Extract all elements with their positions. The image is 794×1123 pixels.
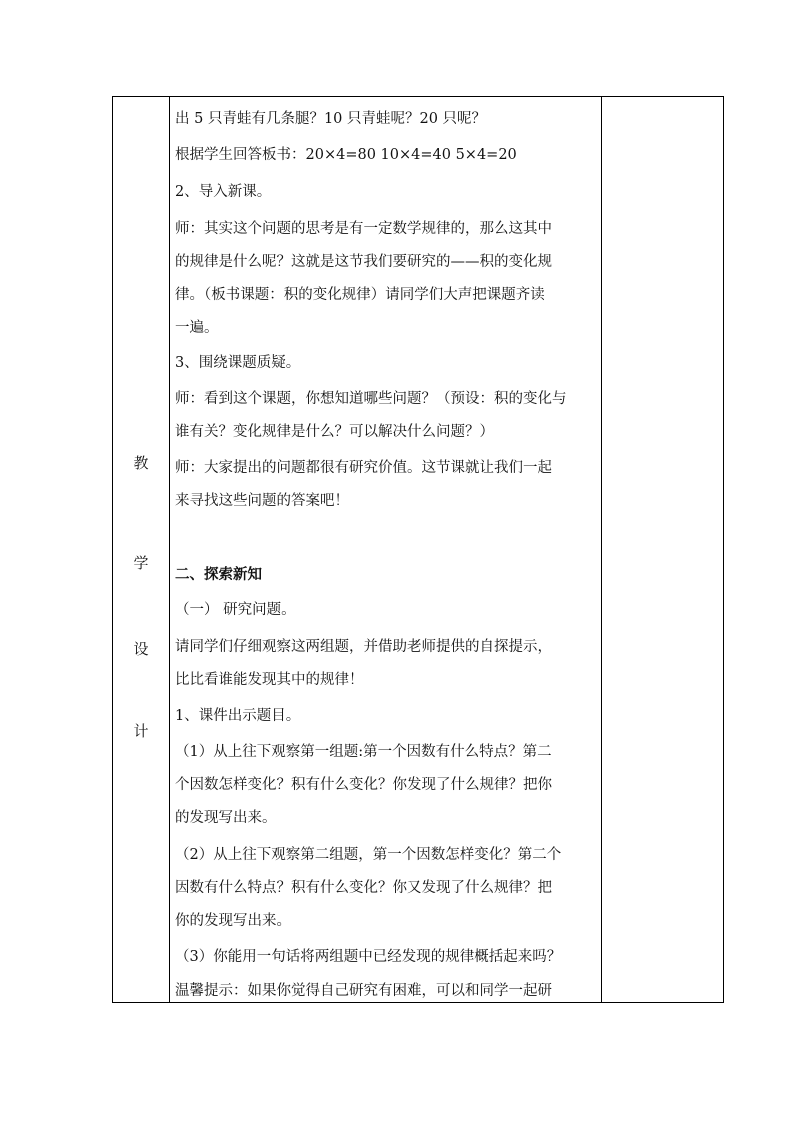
text-line: 个因数怎样变化？积有什么变化？你发现了什么规律？把你 — [175, 777, 552, 793]
text-line: 谁有关？变化规律是什么？可以解决什么问题？） — [175, 424, 494, 440]
text-line: 请同学们仔细观察这两组题，并借助老师提供的自探提示， — [175, 639, 552, 655]
text-line: 根据学生回答板书：20×4=80 10×4=40 5×4=20 — [175, 147, 517, 163]
section-heading: 二、探索新知 — [175, 566, 262, 583]
text-line: 律。（板书课题：积的变化规律）请同学们大声把课题齐读 — [175, 287, 545, 303]
text-line: （1）从上往下观察第一组题:第一个因数有什么特点？第二 — [175, 744, 552, 760]
text-line: 比比看谁能发现其中的规律！ — [175, 672, 364, 688]
text-line: （2）从上往下观察第二组题，第一个因数怎样变化？第二个 — [175, 847, 562, 863]
text-line: 你的发现写出来。 — [175, 913, 291, 929]
text-line: （一） 研究问题。 — [175, 602, 296, 618]
lesson-design-table — [112, 96, 724, 1003]
side-label-ji: 计 — [133, 722, 149, 740]
text-line: （3）你能用一句话将两组题中已经发现的规律概括起来吗？ — [175, 949, 562, 965]
text-line: 师：其实这个问题的思考是有一定数学规律的，那么这其中 — [175, 221, 552, 237]
text-line: 1、课件出示题目。 — [175, 708, 301, 724]
text-line: 2、导入新课。 — [175, 184, 272, 200]
text-line: 师：看到这个课题，你想知道哪些问题？（预设：积的变化与 — [175, 391, 567, 407]
text-line: 一遍。 — [175, 320, 219, 336]
text-line: 的规律是什么呢？这就是这节我们要研究的——积的变化规 — [175, 254, 552, 270]
side-label-xue: 学 — [133, 554, 149, 572]
side-label-she: 设 — [133, 640, 149, 658]
text-line: 温馨提示：如果你觉得自己研究有困难，可以和同学一起研 — [175, 983, 552, 999]
text-line: 的发现写出来。 — [175, 810, 277, 826]
text-line: 因数有什么特点？积有什么变化？你又发现了什么规律？把 — [175, 880, 552, 896]
column-divider-left — [169, 97, 170, 1002]
text-line: 3、围绕课题质疑。 — [175, 355, 301, 371]
column-divider-right — [601, 97, 602, 1002]
text-line: 师：大家提出的问题都很有研究价值。这节课就让我们一起 — [175, 460, 552, 476]
side-label-jiao: 教 — [133, 454, 149, 472]
text-line: 出 5 只青蛙有几条腿？10 只青蛙呢？20 只呢？ — [175, 111, 487, 127]
text-line: 来寻找这些问题的答案吧！ — [175, 493, 349, 509]
